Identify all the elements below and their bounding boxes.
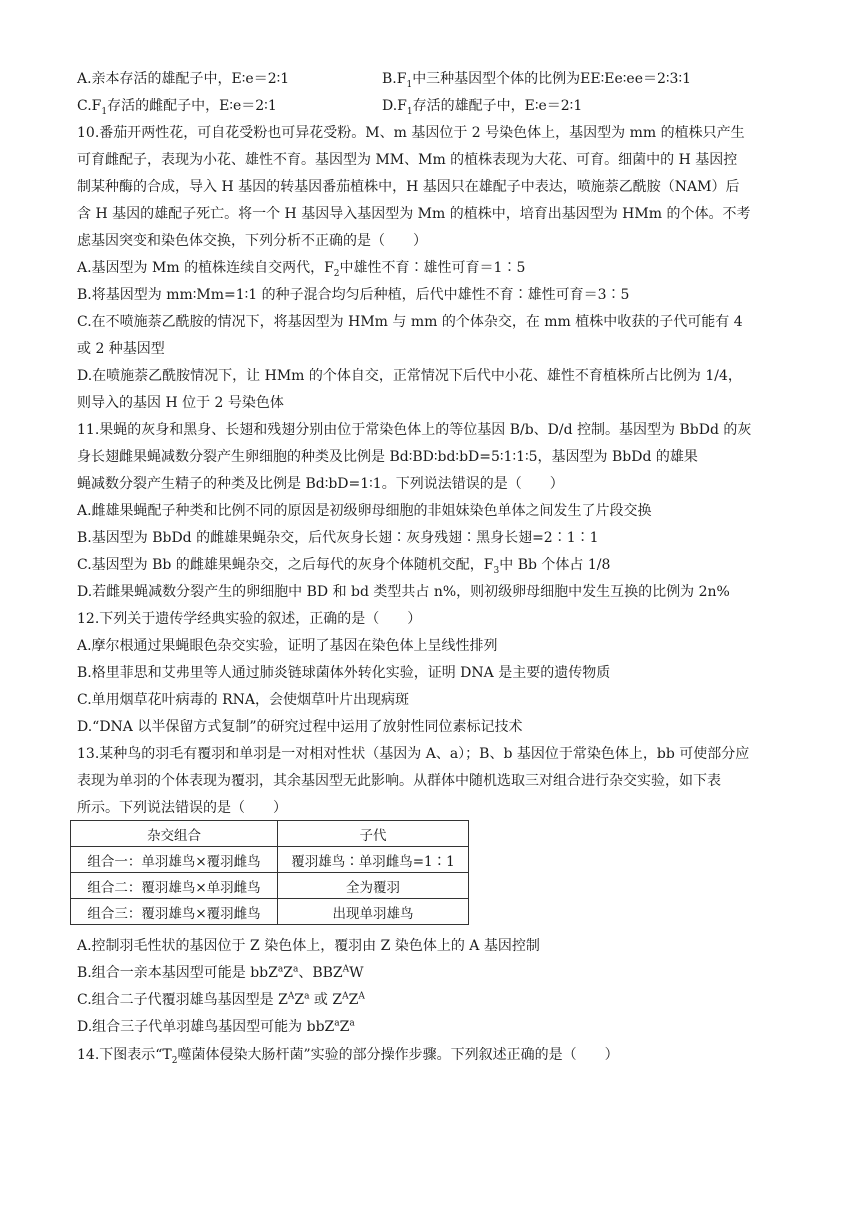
q11-stem-line-2: 身长翅雌果蝇减数分裂产生卵细胞的种类及比例是 Bd∶BD∶bd∶bD=5∶1∶1∶5，基因型为 BbDd 的雄果 xyxy=(77,449,698,465)
table-row xyxy=(71,847,469,873)
q11-option-b: B.基因型为 BbDd 的雌雄果蝇杂交，后代灰身长翅∶灰身残翅∶黑身长翅=2∶1∶1 xyxy=(77,530,599,546)
q13-option-d: D.组合三子代单羽雄鸟基因型可能为 $bbZ^aZ^a$ xyxy=(77,1018,355,1035)
q14-stem: 14.下图表示“$T_2$噬菌体侵染大肠杆菌”实验的部分操作步骤。下列叙述正确的是（ ） xyxy=(77,1047,619,1066)
q10-stem-line-5: 虑基因突变和染色体交换，下列分析不正确的是（ ） xyxy=(77,233,427,249)
q10-stem-line-1: 10.番茄开两性花，可自花受粉也可异花受粉。M、m 基因位于 2 号染色体上，基因型为 mm 的植株只产生 xyxy=(77,125,745,141)
table-row xyxy=(71,873,469,899)
q10-option-d-line-1: D.在喷施萘乙酰胺情况下，让 HMm 的个体自交，正常情况下后代中小花、雄性不育植株所占比例为 1/4， xyxy=(77,368,742,384)
q10-option-d-line-2: 则导入的基因 H 位于 2 号染色体 xyxy=(77,395,284,411)
q10-stem-line-2: 可育雌配子，表现为小花、雄性不育。基因型为 MM、Mm 的植株表现为大花、可育。细菌中的 H 基因控 xyxy=(77,152,738,168)
q13-option-b: B.组合一亲本基因型可能是 $bbZ^aZ^a$、$BBZ^AW$ xyxy=(77,964,364,981)
table-cell: 组合一：单羽雄鸟×覆羽雌鸟 xyxy=(71,847,278,873)
q11-stem-line-3: 蝇减数分裂产生精子的种类及比例是 Bd∶bD=1∶1。下列说法错误的是（ ） xyxy=(77,476,564,492)
q13-option-c: C.组合二子代覆羽雄鸟基因型是 $Z^AZ^a$ 或 $Z^AZ^A$ xyxy=(77,991,365,1008)
table-row xyxy=(71,899,469,925)
q13-stem-line-1: 13.某种鸟的羽毛有覆羽和单羽是一对相对性状（基因为 A、a）；B、b 基因位于常染色体上，bb 可使部分应 xyxy=(77,746,750,762)
q12-option-a: A.摩尔根通过果蝇眼色杂交实验，证明了基因在染色体上呈线性排列 xyxy=(77,638,498,654)
q10-option-c-line-1: C.在不喷施萘乙酰胺的情况下，将基因型为 HMm 与 mm 的个体杂交，在 mm 植株中收获的子代可能有 4 xyxy=(77,314,743,330)
table-cell: 组合三：覆羽雄鸟×覆羽雌鸟 xyxy=(71,899,278,925)
table-cell: 全为覆羽 xyxy=(278,873,469,899)
q13-stem-line-3: 所示。下列说法错误的是（ ） xyxy=(77,800,287,816)
table-header-cell: 子代 xyxy=(278,821,469,847)
q11-stem-line-1: 11.果蝇的灰身和黑身、长翅和残翅分别由位于常染色体上的等位基因 B/b、D/d 控制。基因型为 BbDd 的灰 xyxy=(77,422,752,438)
table-header-cell: 杂交组合 xyxy=(71,821,278,847)
q12-stem: 12.下列关于遗传学经典实验的叙述，正确的是（ ） xyxy=(77,611,422,627)
q9-option-c: $C.F_1$存活的雌配子中，E∶e＝2∶1 xyxy=(77,98,277,117)
q10-stem-line-4: 含 H 基因的雄配子死亡。将一个 H 基因导入基因型为 Mm 的植株中，培育出基因型为 HMm 的个体。不考 xyxy=(77,206,751,222)
q10-option-b: B.将基因型为 mm∶Mm=1∶1 的种子混合均匀后种植，后代中雄性不育∶雄性可育＝3∶5 xyxy=(77,287,630,303)
table-header-row xyxy=(71,821,469,847)
cross-table xyxy=(70,820,469,925)
q10-stem-line-3: 制某种酶的合成，导入 H 基因的转基因番茄植株中，H 基因只在雄配子中表达，喷施萘乙酰胺（NAM）后 xyxy=(77,179,740,195)
q10-option-c-line-2: 或 2 种基因型 xyxy=(77,341,165,357)
q12-option-d: D.“DNA 以半保留方式复制”的研究过程中运用了放射性同位素标记技术 xyxy=(77,719,523,735)
q9-option-b: $B.F_1$中三种基因型个体的比例为EE∶Ee∶ee＝2∶3∶1 xyxy=(382,71,691,90)
table-cell: 出现单羽雄鸟 xyxy=(278,899,469,925)
q9-option-a: A.亲本存活的雄配子中，E∶e＝2∶1 xyxy=(77,71,290,87)
q9-option-d: $D.F_1$存活的雄配子中，E∶e＝2∶1 xyxy=(382,98,583,117)
q11-option-d: D.若雌果蝇减数分裂产生的卵细胞中 BD 和 bd 类型共占 n%，则初级卵母细胞中发生互换的比例为 2n% xyxy=(77,584,730,600)
table-cell: 组合二：覆羽雄鸟×单羽雌鸟 xyxy=(71,873,278,899)
q10-option-a: A.基因型为 Mm 的植株连续自交两代，$F_2$中雄性不育∶雄性可育＝1∶5 xyxy=(77,260,526,279)
q13-option-a: A.控制羽毛性状的基因位于 Z 染色体上，覆羽由 Z 染色体上的 A 基因控制 xyxy=(77,938,540,954)
q12-option-c: C.单用烟草花叶病毒的 RNA，会使烟草叶片出现病斑 xyxy=(77,692,410,708)
q11-option-a: A.雌雄果蝇配子种类和比例不同的原因是初级卵母细胞的非姐妹染色单体之间发生了片段交换 xyxy=(77,503,652,519)
q12-option-b: B.格里菲思和艾弗里等人通过肺炎链球菌体外转化实验，证明 DNA 是主要的遗传物质 xyxy=(77,665,611,681)
q13-stem-line-2: 表现为单羽的个体表现为覆羽，其余基因型无此影响。从群体中随机选取三对组合进行杂交实验，如下表 xyxy=(77,773,721,789)
table-cell: 覆羽雄鸟∶单羽雌鸟=1∶1 xyxy=(278,847,469,873)
q11-option-c: C.基因型为 Bb 的雌雄果蝇杂交，之后每代的灰身个体随机交配，$F_3$中 Bb 个体占 1/8 xyxy=(77,557,611,576)
